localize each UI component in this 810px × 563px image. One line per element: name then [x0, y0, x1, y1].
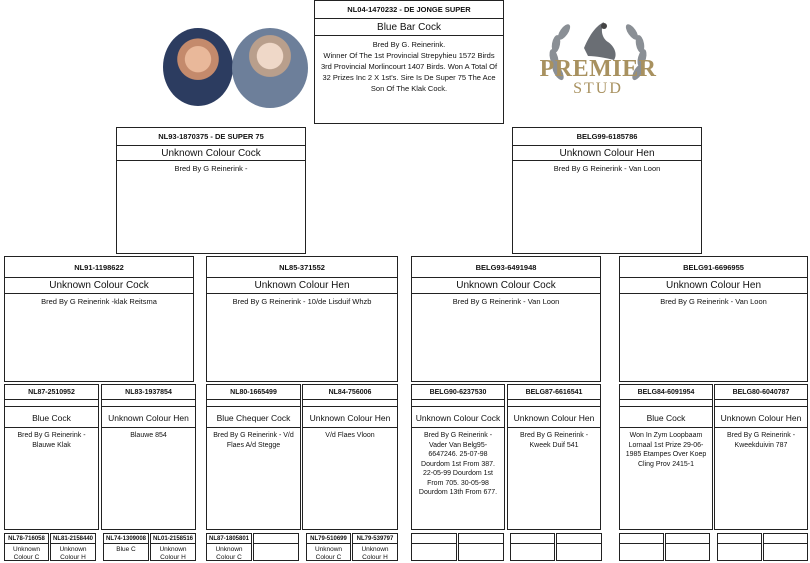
- grandparent-box: [206, 256, 398, 382]
- ggp-info: V/d Flaes Vloon: [325, 432, 375, 439]
- gen5-box: [4, 533, 49, 561]
- grandparent-ring-number: BELG93-6491948: [412, 257, 600, 278]
- gen5-info: [764, 544, 807, 546]
- ggp-ring-number: NL80-1665499: [207, 385, 300, 400]
- grandparent-colour: Unknown Colour Hen: [207, 278, 397, 294]
- ggp-info: Bred By G Reinerink - Vader Van Belg95-6647246. 25-07-98 Dourdom 1st From 387. 22-05-99 Dourdom 1st From 705. 30-05-98 Dourdom 13th From 677.: [418, 432, 498, 496]
- ggp-ring-number: BELG80-6040787: [715, 385, 807, 400]
- gen5-info: Unknown Colour C: [12, 546, 41, 561]
- ggp-info: Blauwe 854: [130, 432, 167, 439]
- subject-info: Bred By G. Reinerink. Winner Of The 1st Provincial Strepyhieu 1572 Birds 3rd Provincial Morlincourt 1407 Birds. Won A Total Of 32 Prizes Inc 2 X 1st's. Sire Is De Super 75 The Ace Son Of The Klak Cock.: [320, 40, 498, 93]
- gen5-ring-number: [666, 534, 709, 544]
- gen5-info: [459, 544, 503, 546]
- sire-info: Bred By G Reinerink -: [174, 164, 248, 173]
- great-grandparent-box: [507, 384, 601, 530]
- gen5-ring-number: NL79-539797: [353, 534, 397, 544]
- grandparent-colour: Unknown Colour Cock: [412, 278, 600, 294]
- great-grandparent-box: [619, 384, 713, 530]
- gen5-info: Blue C: [116, 546, 136, 553]
- gen5-ring-number: NL78-716058: [5, 534, 48, 544]
- gen5-box: [352, 533, 398, 561]
- ggp-ring-number: NL83-1937854: [102, 385, 195, 400]
- gen5-ring-number: NL79-510699: [307, 534, 350, 544]
- great-grandparent-box: [411, 384, 505, 530]
- gen5-box: [763, 533, 808, 561]
- dam-info: Bred By G Reinerink - Van Loon: [553, 164, 661, 173]
- ggp-info: Bred By G Reinerink - Kweekduivin 787: [726, 432, 796, 449]
- gen5-ring-number: [557, 534, 601, 544]
- logo-text-stud: STUD: [573, 80, 623, 97]
- grandparent-box: [619, 256, 808, 382]
- great-grandparent-box: [206, 384, 301, 530]
- ggp-info: Bred By G Reinerink - V/d Flaes A/d Stegge: [213, 432, 294, 449]
- gen5-info: Unknown Colour C: [215, 546, 243, 561]
- ggp-colour: Unknown Colour Hen: [303, 406, 397, 428]
- grandparent-ring-number: BELG91-6696955: [620, 257, 807, 278]
- gen5-ring-number: NL74-1309008: [105, 536, 147, 542]
- gen5-info: [620, 544, 663, 546]
- grandparent-box: [411, 256, 601, 382]
- gen5-ring-number: NL87-1805801: [208, 536, 250, 542]
- ggp-ring-number: NL87-2510952: [5, 385, 98, 400]
- ggp-colour: Blue Cock: [620, 406, 712, 428]
- gen5-ring-number: [459, 534, 503, 544]
- gen5-info: Unknown Colour C: [314, 546, 343, 561]
- gen5-box: [556, 533, 602, 561]
- gen5-ring-number: [412, 534, 456, 544]
- ggp-colour: Blue Chequer Cock: [207, 406, 300, 428]
- gen5-info: [511, 544, 554, 546]
- gen5-box: [619, 533, 664, 561]
- dam-ring-number: BELG99-6185786: [513, 128, 701, 146]
- gen5-box: [253, 533, 299, 561]
- grandparent-info: Bred By G Reinerink - Van Loon: [452, 297, 560, 306]
- great-grandparent-box: [101, 384, 196, 530]
- premier-stud-logo: [536, 12, 660, 112]
- gen5-box: [50, 533, 96, 561]
- sire-box: [116, 127, 306, 254]
- gen5-ring-number: [764, 534, 807, 544]
- gen5-ring-number: [254, 534, 298, 544]
- great-grandparent-box: [302, 384, 398, 530]
- gen5-box: [665, 533, 710, 561]
- subject-pigeon-box: [314, 0, 504, 124]
- sire-colour: Unknown Colour Cock: [117, 146, 305, 161]
- gen5-info: Unknown Colour H: [361, 546, 389, 561]
- pigeon-icon: [584, 22, 616, 60]
- grandparent-info: Bred By G Reinerink - Van Loon: [660, 297, 767, 306]
- ggp-ring-number: BELG87-6616541: [508, 385, 600, 400]
- dam-box: [512, 127, 702, 254]
- gen5-info: [254, 544, 298, 546]
- gen5-ring-number: NL81-2158440: [52, 536, 94, 542]
- gen5-info: [412, 544, 456, 546]
- great-grandparent-box: [714, 384, 808, 530]
- subject-ring-number: NL04-1470232 - DE JONGE SUPER: [315, 1, 503, 19]
- gen5-box: [306, 533, 351, 561]
- ggp-info: Won In Zym Loopbaam Lornaal 1st Prize 29-06-1985 Etampes Over Koep Cling Prov 2415-1: [625, 432, 707, 468]
- grandparent-ring-number: NL91-1198622: [5, 257, 193, 278]
- gen5-box: [206, 533, 252, 561]
- grandparent-ring-number: NL85-371552: [207, 257, 397, 278]
- grandparent-info: Bred By G Reinerink - 10/de Lisduif Whzb: [232, 297, 372, 306]
- gen5-info: [666, 544, 709, 546]
- ggp-ring-number: BELG90-6237530: [412, 385, 504, 400]
- ggp-info: Bred By G Reinerink - Blauwe Klak: [17, 432, 86, 449]
- gen5-ring-number: [620, 534, 663, 544]
- ggp-colour: Blue Cock: [5, 406, 98, 428]
- grandparent-box: [4, 256, 194, 382]
- grandparent-colour: Unknown Colour Hen: [620, 278, 807, 294]
- grandparent-colour: Unknown Colour Cock: [5, 278, 193, 294]
- gen5-box: [510, 533, 555, 561]
- great-grandparent-box: [4, 384, 99, 530]
- ggp-colour: Unknown Colour Hen: [102, 406, 195, 428]
- gen5-ring-number: [511, 534, 554, 544]
- dam-colour: Unknown Colour Hen: [513, 146, 701, 161]
- ggp-info: Bred By G Reinerink - Kweek Duif 541: [519, 432, 589, 449]
- subject-colour: Blue Bar Cock: [315, 19, 503, 36]
- sire-ring-number: NL93-1870375 - DE SUPER 75: [117, 128, 305, 146]
- gen5-box: [717, 533, 762, 561]
- gen5-box: [458, 533, 504, 561]
- ggp-ring-number: NL84-756006: [303, 385, 397, 400]
- gen5-info: Unknown Colour H: [159, 546, 187, 561]
- gen5-info: [718, 544, 761, 546]
- ggp-colour: Unknown Colour Hen: [715, 406, 807, 428]
- gen5-box: [411, 533, 457, 561]
- ggp-colour: Unknown Colour Cock: [412, 406, 504, 428]
- ggp-colour: Unknown Colour Hen: [508, 406, 600, 428]
- logo-text-premier: PREMIER: [539, 56, 657, 82]
- gen5-ring-number: NL01-2158516: [152, 536, 194, 542]
- gen5-ring-number: [718, 534, 761, 544]
- breeder-photo-left: [163, 28, 233, 106]
- gen5-info: Unknown Colour H: [59, 546, 87, 561]
- gen5-box: [150, 533, 196, 561]
- breeder-photo-right: [232, 28, 308, 108]
- grandparent-info: Bred By G Reinerink -klak Reitsma: [41, 297, 157, 306]
- gen5-info: [557, 544, 601, 546]
- gen5-box: [103, 533, 149, 561]
- ggp-ring-number: BELG84-6091954: [620, 385, 712, 400]
